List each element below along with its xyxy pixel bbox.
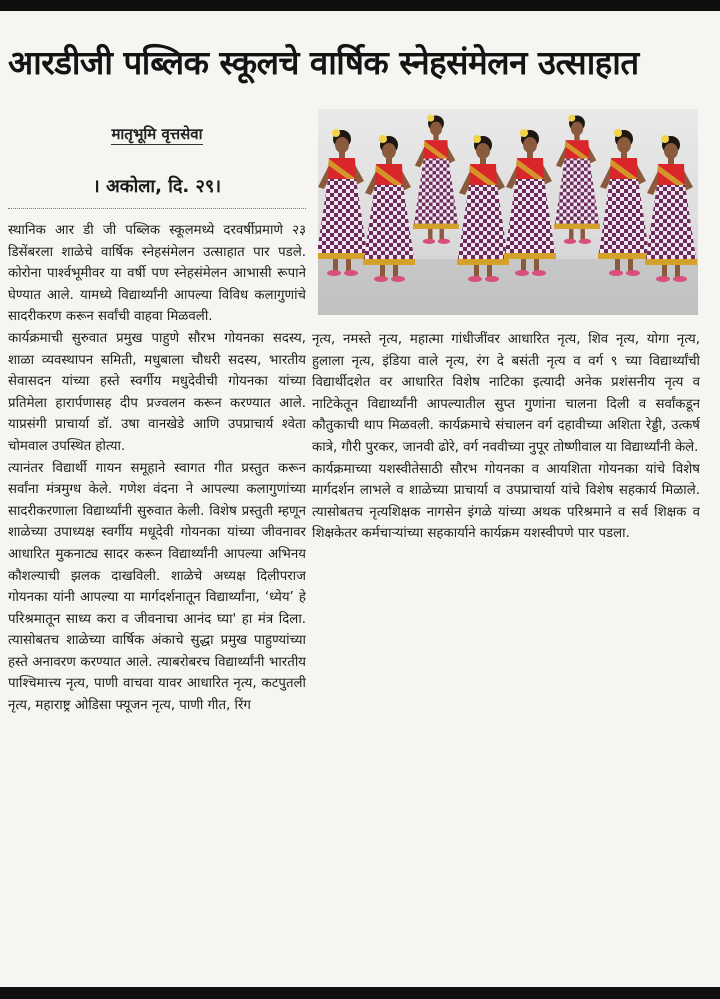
- paragraph-3: त्यानंतर विद्यार्थी गायन समूहाने स्वागत गीत प्रस्तुत करून सर्वांना मंत्रमुग्ध केले. गणेश वंदना ने आपल्या कलागुणांच्या सादरीकरणाला विद्यार्थ्यांनी सुरुवात केली. विशेष प्रस्तुती म्हणून शाळेच्या उपाध्यक्ष स्वर्गीय मधूदेवी गोयनका यांच्या जीवनावर आधारित मुकनाट्य सादर करून विद्यार्थ्यांनी आपल्या अभिनय कौशल्याची झलक दाखविली. शाळेचे अध्यक्ष दिलीपराज गोयनका यांनी आपल्या या मार्गदर्शनातून विद्यार्थ्यांना, ‘ध्येय’ हे परिश्रमातून साध्य करा व जीवनाचा आनंद घ्या' हा मंत्र दिला. त्यासोबतच शाळेच्या वार्षिक अंकाचे सुद्धा प्रमुख पाहुण्यांच्या हस्ते अनावरण करण्यात आले. त्याबरोबरच विद्यार्थ्यांनी भारतीय पाश्चिमात्त्य नृत्य, पाणी वाचवा यावर आधारित नृत्य, कटपुतली नृत्य, महाराष्ट्र ओडिसा फ्यूजन नृत्य, पाणी गीत, रिंग: [8, 460, 306, 714]
- paragraph-1: स्थानिक आर डी जी पब्लिक स्कूलमध्ये दरवर्षीप्रमाणे २३ डिसेंबरला शाळेचे वार्षिक स्नेहसंमेलन उत्साहात पार पडले. कोरोना पार्श्वभूमीवर या वर्षी पण स्नेहसंमेलन आभासी रूपाने घेण्यात आले. यामध्ये विद्यार्थ्यांनी आपल्या विविध कलागुणांचे सादरीकरण करून सर्वांची वाहवा मिळवली.: [8, 223, 306, 325]
- paragraph-4: नृत्य, नमस्ते नृत्य, महात्मा गांधीजींवर आधारित नृत्य, शिव नृत्य, योगा नृत्य, हुलाला नृत्य, इंडिया वाले नृत्य, रंग दे बसंती नृत्य व वर्ग ९ च्या विद्यार्थ्यांची विद्यार्थीदशेत वर आधारित विशेष नाटिका इत्यादी अनेक प्रशंसनीय नृत्य व नाटिकेतून विद्यार्थ्यांनी आपल्यातील सुप्त गुणांना चालना दिली व सर्वांकडून कौतुकाची थाप मिळवली. कार्यक्रमाचे संचालन वर्ग दहावीच्या अशिता रेड्डी, उत्कर्ष कात्रे, गौरी पुरकर, जानवी ढोरे, वर्ग नववीच्या नुपूर तोष्णीवाल या विद्यार्थ्यांनी केले.: [312, 332, 700, 455]
- byline-text: मातृभूमि वृत्तसेवा: [111, 125, 203, 143]
- headline: आरडीजी पब्लिक स्कूलचे वार्षिक स्नेहसंमेलन उत्साहात: [8, 43, 639, 82]
- dotted-divider: [8, 208, 306, 209]
- byline: [8, 124, 306, 144]
- newspaper-clipping: [0, 11, 720, 987]
- dancer-figure: [504, 129, 556, 276]
- dancer-figure: [554, 115, 600, 244]
- dancer-figure: [413, 115, 459, 244]
- dateline: । अकोला, दि. २९।: [92, 176, 222, 197]
- stage-floor: [318, 259, 698, 315]
- dancer-figure: [363, 135, 415, 282]
- dancer-figure: [598, 129, 650, 276]
- paragraph-2: कार्यक्रमाची सुरुवात प्रमुख पाहुणे सौरभ गोयनका सदस्य, शाळा व्यवस्थापन समिती, मधुबाला चौधरी सदस्य, भारतीय सेवासदन यांच्या हस्ते स्वर्गीय मधुदेवीची गोयनका यांच्या प्रतिमेला हारार्पणासह दीप प्रज्वलन करून करण्यात आले. याप्रसंगी प्राचार्या डॉ. उषा वानखेडे आणि उपप्राचार्य श्वेता चोमवाल उपस्थित होत्या.: [8, 330, 306, 454]
- dancers-illustration: [318, 109, 698, 315]
- article-column-left: [8, 220, 306, 987]
- dancer-figure: [645, 135, 697, 282]
- dance-photo: [318, 109, 698, 315]
- article-column-right: [312, 329, 700, 689]
- dancer-figure: [318, 129, 368, 276]
- paragraph-5: कार्यक्रमाच्या यशस्वीतेसाठी सौरभ गोयनका व आयशिता गोयनका यांचे विशेष मार्गदर्शन लाभले व शाळेच्या प्राचार्या व उपप्राचार्या यांचे विशेष सहकार्य मिळाले. त्यासोबतच नृत्यशिक्षक नागसेन इंगळे यांच्या अथक परिश्रमाने व सर्व शिक्षक व शिक्षकेतर कर्मचाऱ्यांच्या सहकार्याने कार्यक्रम यशस्वीपणे पार पडला.: [312, 461, 700, 542]
- dancer-figure: [457, 135, 509, 282]
